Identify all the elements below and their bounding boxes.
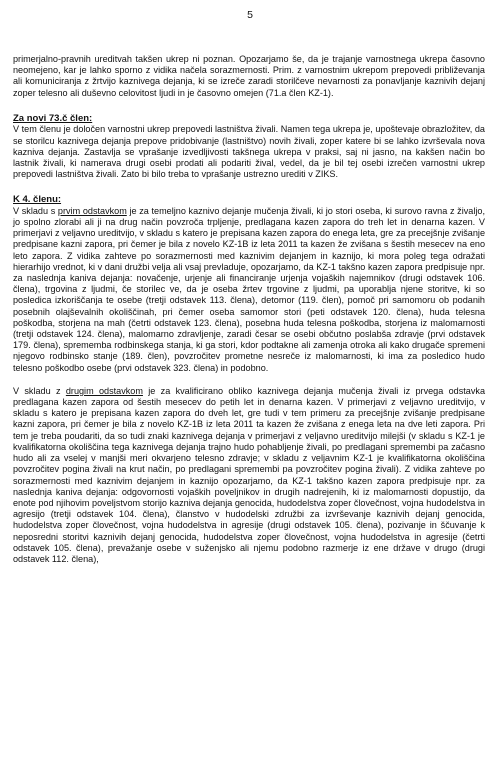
section-k4-paragraph-2 — [13, 386, 485, 565]
underlined-term: drugim odstavkom — [65, 385, 143, 396]
spacer — [13, 99, 485, 113]
intro-paragraph: primerjalno-pravnih ureditvah takšen ukrep ni poznan. Opozarjamo še, da je trajanje varnostnega ukrepa časovno neomejeno, kar je lahko sporno z vidika načela sorazmernosti. Prim. z varnostnim ukrepom prepovedi približevanja ali komuniciranja z žrtvijo kaznivega dejanja, ki se izreče zaradi storilčeve nevarnosti za ponavljanje kaznivih dejanj zoper telesno ali duševno celovitost ljudi in je časovno omejen (71.a člen KZ-1). — [13, 54, 485, 98]
text-run: je za temeljno kaznivo dejanje mučenja živali, ki jo stori oseba, ki surovo ravna z živaljo, jo spolno zlorabi ali ji na drug način povzroča trpljenje, predlagana kazen zapora do treh let in denarna kazen. V primerjavi z veljavno ureditvijo, v skladu s katero je prepisana kazen zapora do enega leta, gre za precejšnje zvišanje predpisane kazni zapora, pri čemer je bila z novelo KZ-1B iz leta 2011 ta kazen že zvišana s šestih mesecev na eno leto zapora. Z vidika zahteve po sorazmernosti med kaznivim dejanjem in kaznijo, ki mora poleg tega odražati hierarhijo vrednot, ki v dani družbi velja ali vsaj prevladuje, opozarjamo, da KZ-1 takšno kazen zapora predpisuje npr. za naslednja kaniva dejanja: novačenje, urjenje ali financiranje urjenja vojaških najemnikov (drugi odstavek 106. člena), trgovina z ljudmi, če storilec ve, da je oseba žrtev trgovine z ljudmi, pa uporablja njene storitve, ki so posledica izkoriščanja te osebe (tretji odstavek 113. člena), detomor (119. člen), pomoč pri samomoru ob podanih posebnih olajševalnih okoliščinah, pri čemer oseba samomor stori (peti odstavek 120. člena), huda telesna poškodba, storjena na mah (četrti odstavek 123. člena), posebna huda telesna poškodba, storjena iz malomarnosti (tretji odstavek 124. člena), malomarno zdravljenje, zaradi česar se osebi občutno poslabša zdravje (prvi odstavek 179. člena), sprememba rodbinskega stanja, ki ga stori, kdor podtakne ali zamenja otroka ali kako drugače spremeni njegovo rodbinsko stanje (189. člen), povzročitev prometne nesreče iz malomarnosti, ki ima za posledico hudo telesno poškodbo osebe (prvi odstavek 323. člena) in podobno. — [13, 205, 485, 373]
text-run: V skladu z — [13, 385, 66, 396]
text-run: V skladu s — [13, 205, 58, 216]
document-body — [13, 54, 485, 565]
section-heading-73c: Za novi 73.č člen: — [13, 112, 93, 124]
section-k4-paragraph-1 — [13, 206, 485, 374]
spacer — [13, 374, 485, 386]
spacer — [13, 180, 485, 194]
text-run: je za kvalificirano obliko kaznivega dejanja mučenja živali iz prvega odstavka predlagana kazen zapora od šestih mesecev do petih let in denarna kazen. V primerjavi z veljavno ureditvijo, v skladu s katero je prepisana kazen zapora do dveh let, gre tudi v tem primeru za precejšnje zvišanje predpisane kazni zapora, pri čemer je bila z novelo KZ-1B iz leta 2011 ta kazen že zvišana z enega leta na dve leti zapora. Pri tem je treba poudariti, da so tudi znaki kaznivega dejanja v primerjavi z veljavno ureditvijo milejši (v skladu s KZ-1 je kvalifikatorna okoliščina tega kaznivega dejanja trajno hudo pohabljenje živali, po predlagani spremembi pa začasno hudo ali za vselej v manjši meri okvarjeno telesno zdravje; v skladu z veljavnim KZ-1 je kvalifikatorna okoliščina povzročitev pogina živali na krut način, po predlagani spremembi pa povzročitev pogina živali). Z vidika zahteve po sorazmernosti med kaznivim dejanjem in kaznijo opozarjamo, da KZ-1 takšno kazen zapora predpisuje npr. za naslednja kaniva dejanja: odgovornosti vojaških poveljnikov in drugih nadrejenih, ki iz malomarnosti dopustijo, da enote pod njihovim poveljstvom storijo kazniva dejanja genocida, hudodelstva zoper človečnost, vojna hudodelstva in agresijo (tretji odstavek 104. člena), članstvo v hudodelski združbi za izvrševanje kaznivih dejanj genocida, hudodelstva zoper človečnost, vojna hudodelstva in agresije (drugi odstavek 105. člena), pozivanje in ščuvanje k neposredni storitvi kaznivih dejanj genocida, hudodelstva zoper človečnost, vojna hudodelstva in agresije (četrti odstavek 105. člena), prevažanje osebe v suženjsko ali njemu podobno razmerje iz ene države v drugo (drugi odstavek 112. člena), — [13, 385, 486, 564]
section-73c-paragraph: V tem členu je določen varnostni ukrep prepovedi lastništva živali. Namen tega ukrepa je, upoštevaje obrazložitev, da se storilcu kaznivega dejanja prepove pridobivanje (lastništvo) novih živali, zoper katere bi se lahko izvrševala nova kazniva dejanja. Zastavlja se vprašanje izvedljivosti takšnega ukrepa v praksi, saj ni jasno, na kakšen način bo lastnik živali, ki namerava drugi osebi prodati ali podariti žival, vedel, da je bil tej osebi izrečen varnostni ukrep prepovedi lastništva živali. Zato bi bilo treba to vprašanje ustrezno urediti v ZIKS. — [13, 124, 485, 180]
page-number: 5 — [247, 9, 253, 21]
section-heading-k4: K 4. členu: — [13, 194, 62, 206]
underlined-term: prvim odstavkom — [57, 205, 127, 216]
